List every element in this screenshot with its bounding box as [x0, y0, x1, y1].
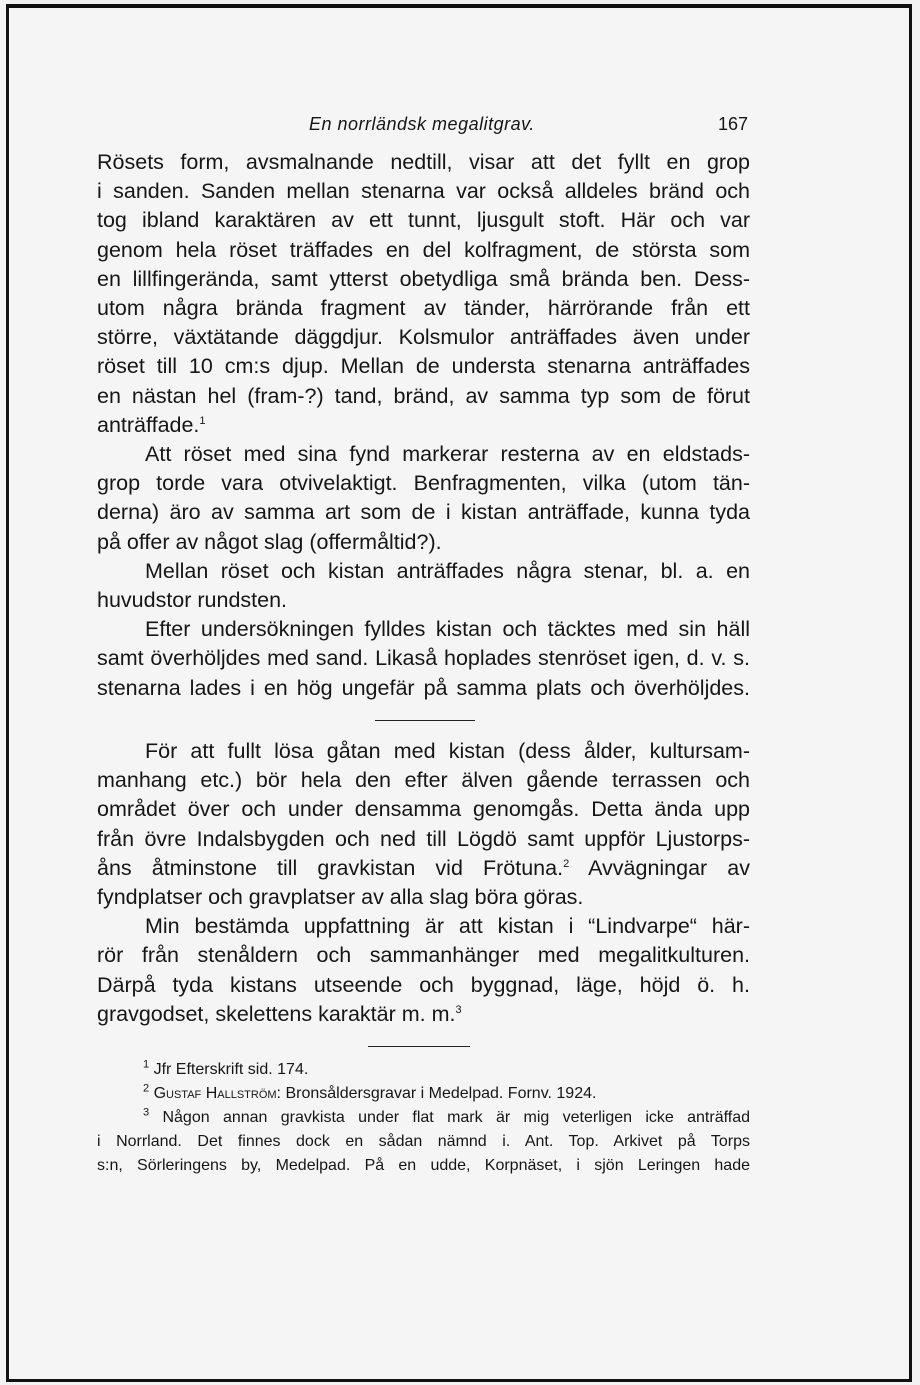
footnote-number: 3: [143, 1106, 150, 1119]
text-line: fyndplatser och gravplatser av alla slag böra göras.: [97, 885, 584, 910]
text-line: Rösets form, avsmalnande nedtill, visar att det fyllt en grop: [97, 150, 750, 174]
footnote-number: 1: [143, 1058, 150, 1071]
footnote-2: [97, 1082, 750, 1106]
footnote-line: i Norrland. Det finnes dock en sådan nämnd i. Ant. Top. Arkivet på Torps: [97, 1133, 750, 1150]
paragraph: [97, 557, 750, 615]
text-line: rör från stenåldern och sammanhänger med megalitkulturen.: [97, 943, 750, 968]
page-number: 167: [717, 114, 748, 134]
text-fragment: gravgodset, skelettens karaktär m. m.: [97, 1001, 456, 1026]
footnote-author: Gustaf Hallström:: [153, 1085, 281, 1102]
text-line: manhang etc.) bör hela den efter älven gående terrassen och: [97, 768, 750, 793]
footnote-line: [97, 1106, 750, 1130]
text-line: grop torde vara otvivelaktigt. Benfragmenten, vilka (utom tän-: [97, 471, 750, 496]
footnote-text: Jfr Efterskrift sid. 174.: [153, 1061, 309, 1078]
text-line: genom hela röset träffades en del kolfragment, de största som: [97, 237, 750, 262]
text-line: [97, 854, 750, 883]
text-fragment: anträffade.: [97, 412, 200, 437]
footnote-ref: 3: [455, 1003, 462, 1016]
text-line: i sanden. Sanden mellan stenarna var också alldeles bränd och: [97, 179, 750, 204]
footnote-1: [97, 1058, 750, 1082]
paragraph: [97, 737, 750, 912]
text-line: Därpå tyda kistans utseende och byggnad, läge, höjd ö. h.: [97, 972, 750, 997]
text-line: en lillfingerända, samt ytterst obetydliga små brända ben. Dess-: [97, 266, 750, 291]
text-line: Efter undersökningen fylldes kistan och täcktes med sin häll: [145, 617, 750, 642]
footnote-divider: [368, 1046, 470, 1047]
footnote-number: 2: [143, 1082, 150, 1095]
footnote-ref: 1: [199, 414, 206, 427]
footnote-text: Någon annan gravkista under flat mark är mig veterligen icke anträffad: [162, 1109, 751, 1126]
text-line: [97, 1000, 750, 1029]
paragraph: [97, 148, 750, 440]
text-line: röset till 10 cm:s djup. Mellan de understa stenarna anträffades: [97, 354, 750, 379]
footnotes: [97, 1058, 750, 1178]
text-fragment: Avvägningar av: [588, 855, 750, 880]
body-text-upper: [97, 148, 750, 703]
paragraph: [97, 912, 750, 1029]
text-line: från övre Indalsbygden och ned till Lögdö samt uppför Ljustorps-: [97, 826, 750, 851]
body-text-lower: [97, 737, 750, 1029]
text-line: stenarna lades i en hög ungefär på samma plats och överhöljdes.: [97, 675, 750, 700]
footnote-text: Bronsåldersgravar i Medelpad. Fornv. 1924.: [285, 1085, 597, 1102]
text-line: För att fullt lösa gåtan med kistan (dess ålder, kultursam-: [145, 739, 750, 763]
text-line: tog ibland karaktären av ett tunnt, ljusgult stoft. Här och var: [97, 208, 750, 233]
text-line: Min bestämda uppfattning är att kistan i “Lindvarpe“ här-: [145, 914, 750, 939]
text-line: samt överhöljdes med sand. Likaså hoplades stenröset igen, d. v. s.: [97, 646, 750, 671]
footnote-3: [97, 1106, 750, 1178]
running-header: [97, 114, 750, 144]
text-line: huvudstor rundsten.: [97, 588, 288, 613]
text-line: området över och under densamma genomgås. Detta ända upp: [97, 797, 750, 822]
paragraph: [97, 615, 750, 703]
text-line: större, växtätande däggdjur. Kolsmulor anträffades även under: [97, 325, 750, 350]
paragraph: [97, 440, 750, 557]
section-divider: [375, 720, 475, 721]
footnote-ref: 2: [563, 857, 570, 870]
text-line: en nästan hel (fram-?) tand, bränd, av samma typ som de förut: [97, 383, 750, 408]
text-line: utom några brända fragment av tänder, härrörande från ett: [97, 296, 750, 321]
text-line: derna) äro av samma art som de i kistan anträffade, kunna tyda: [97, 500, 750, 525]
text-line: Att röset med sina fynd markerar resterna av en eldstads-: [145, 442, 750, 467]
text-line: på offer av något slag (offermåltid?).: [97, 529, 442, 554]
running-title: En norrländsk megalitgrav.: [309, 114, 535, 134]
text-fragment: åns åtminstone till gravkistan vid Frötuna.: [97, 855, 564, 880]
footnote-line: s:n, Sörleringens by, Medelpad. På en udde, Korpnäset, i sjön Leringen hade: [97, 1157, 750, 1174]
text-line: [97, 411, 750, 440]
text-line: Mellan röset och kistan anträffades några stenar, bl. a. en: [145, 558, 750, 583]
